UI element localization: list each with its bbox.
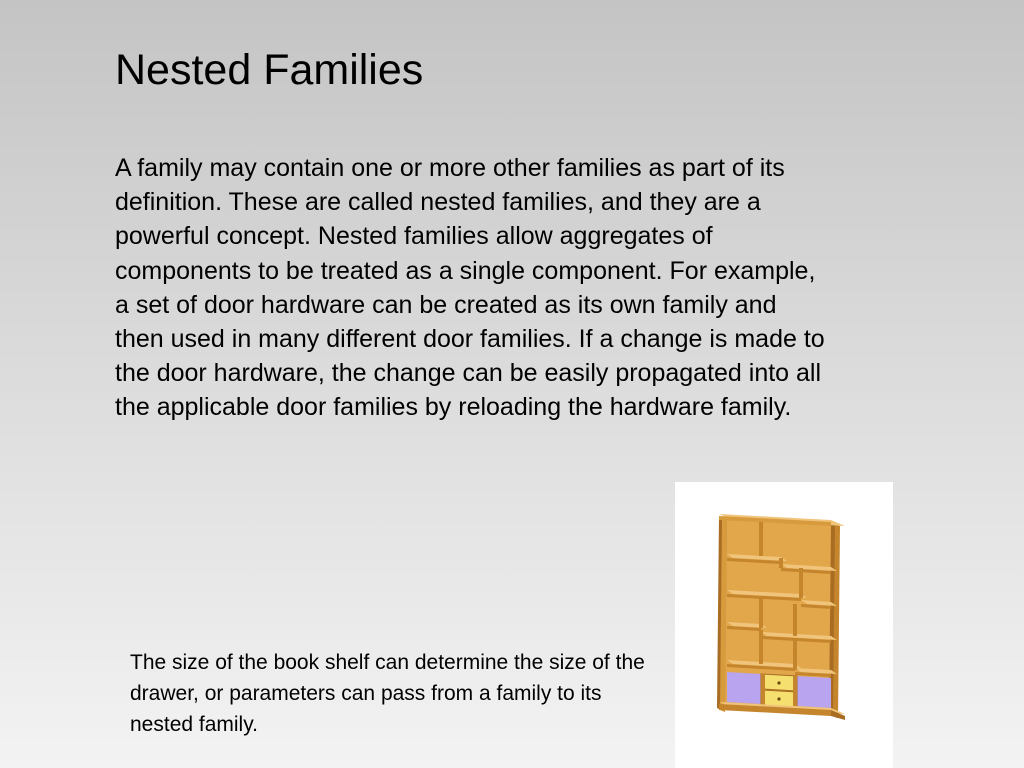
bookshelf-figure bbox=[675, 482, 893, 768]
bookshelf-icon bbox=[675, 482, 893, 768]
slide-title: Nested Families bbox=[115, 46, 424, 94]
slide-body-text: A family may contain one or more other families as part of its definition. These are called nested families, and they are a powerful concept. Nested families allow aggregates of components to be treated as a single component. For example, a set of door hardware can be created as its own family and then used in many different door families. If a change is made to the door hardware, the change can be easily propagated into all the applicable door families by reloading the hardware family. bbox=[115, 154, 825, 422]
figure-caption: The size of the book shelf can determine the size of the drawer, or parameters can pass from a family to its nested family. bbox=[130, 651, 645, 736]
